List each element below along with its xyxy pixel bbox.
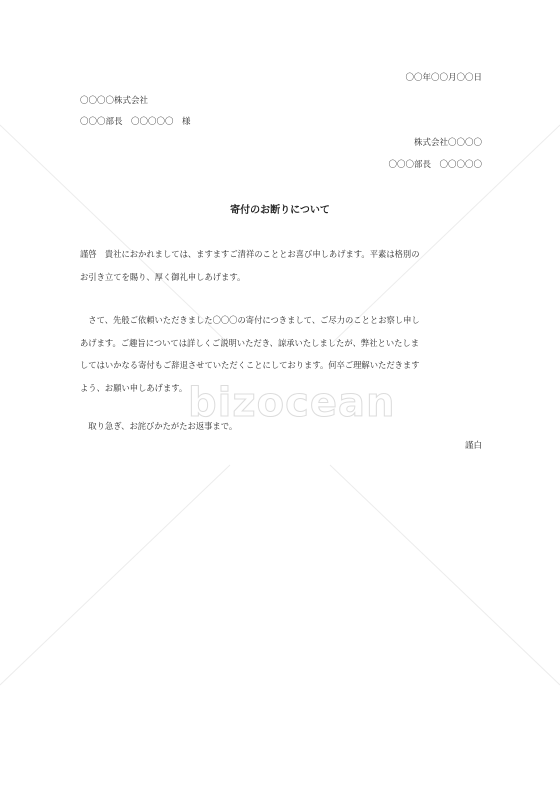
sender-person: 〇〇〇部長 〇〇〇〇〇 [388, 160, 482, 170]
paragraph-body [80, 309, 483, 399]
paragraph-closing [80, 415, 483, 438]
paragraph-greeting [80, 243, 483, 288]
closing-word: 謹白 [464, 441, 482, 451]
document-title: 寄付のお断りについて [230, 205, 330, 216]
sender-company: 株式会社〇〇〇〇 [413, 138, 482, 148]
paragraph-line: 謹啓 貴社におかれましては、ますますご清祥のこととお喜び申しあげます。平素は格別の [80, 249, 420, 259]
paragraph-line: 取り急ぎ、お詫びかたがたお返事まで。 [80, 421, 238, 431]
recipient-person: 〇〇〇部長 〇〇〇〇〇 様 [80, 117, 191, 127]
paragraph-line: してはいかなる寄付もご辞退させていただくことにしております。何卒ご理解いただきます [80, 360, 420, 370]
watermark-logo: bizocean [188, 380, 396, 426]
document-date: 〇〇年〇〇月〇〇日 [405, 73, 482, 83]
paragraph-line: さて、先般ご依頼いただきました〇〇〇の寄付につきまして、ご尽力のこととお察し申し [80, 315, 420, 325]
paragraph-line: よう、お願い申しあげます。 [80, 382, 188, 393]
recipient-company: 〇〇〇〇株式会社 [80, 96, 149, 106]
paragraph-line: あげます。ご趣旨については詳しくご説明いただき、諒承いたしましたが、弊社といたしま [80, 337, 420, 348]
paragraph-line: お引き立てを賜り、厚く御礼申しあげます。 [80, 271, 246, 282]
